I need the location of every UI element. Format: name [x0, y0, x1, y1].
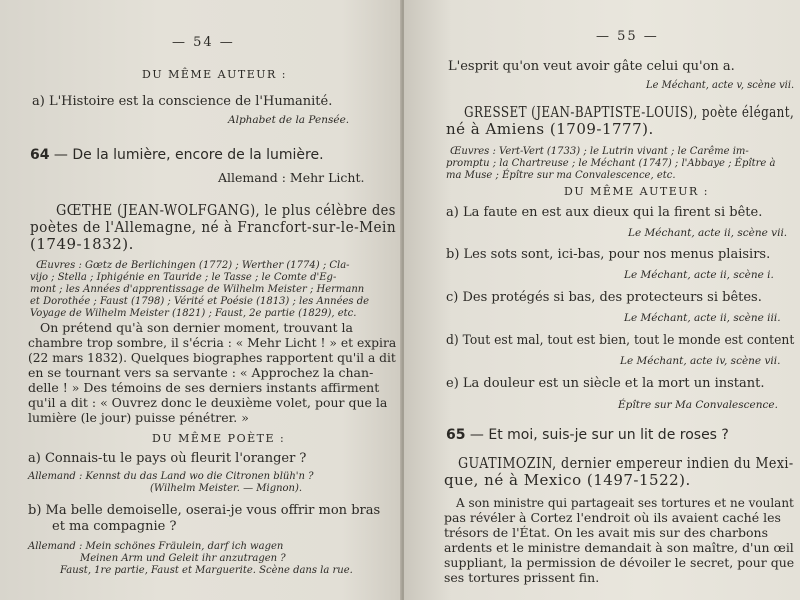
quote-source: Le Méchant, acte ii, scène iii. [624, 312, 781, 324]
story-line: chambre trop sombre, il s'écria : « Mehr Licht ! » et expira [28, 335, 397, 350]
works-line: Voyage de Wilhelm Meister (1821) ; Faust, 2e partie (1829), etc. [30, 308, 357, 319]
quote: a) Connais-tu le pays où fleurit l'oranger ? [28, 451, 307, 466]
quote-german: Allemand : Mein schönes Fräulein, darf ich wagen [28, 541, 284, 552]
works-line: ma Muse ; Épître sur ma Convalescence, etc. [446, 170, 676, 181]
story-line: lumière (le jour) puisse pénétrer. » [28, 410, 249, 425]
quote-source: Alphabet de la Pensée. [228, 114, 350, 126]
quote: b) Les sots sont, ici-bas, pour nos menus plaisirs. [446, 247, 771, 262]
story-line: qu'il a dit : « Ouvrez donc le deuxième volet, pour que la [28, 395, 388, 410]
section-heading: DU MÊME POÈTE : [152, 432, 286, 445]
author-bio-line: poètes de l'Allemagne, né à Francfort-sur-le-Mein [30, 218, 397, 236]
quote: a) L'Histoire est la conscience de l'Humanité. [32, 94, 333, 109]
story-line: ses tortures prissent fin. [444, 570, 600, 585]
quote-source: Le Méchant, acte ii, scène i. [624, 269, 774, 281]
author-bio-line: GŒTHE (JEAN-WOLFGANG), le plus célèbre des [56, 201, 396, 219]
quote: d) Tout est mal, tout est bien, tout le monde est content [446, 333, 795, 348]
quote-german: Allemand : Kennst du das Land wo die Citronen blüh'n ? [28, 471, 314, 482]
story-line: A son ministre qui partageait ses tortures et ne voulant [456, 495, 794, 510]
page-number: — 55 — [596, 29, 659, 44]
entry-title: — Et moi, suis-je sur un lit de roses ? [465, 427, 729, 443]
author-bio-line: GRESSET (JEAN-BAPTISTE-LOUIS), poète élégant, [464, 103, 795, 121]
quote: a) La faute en est aux dieux qui la firent si bête. [446, 205, 763, 220]
story-line: en se tournant vers sa servante : « Approchez la chan- [28, 365, 374, 380]
works-line: Œuvres : Vert-Vert (1733) ; le Lutrin vivant ; le Carême im- [450, 146, 749, 157]
section-heading: DU MÊME AUTEUR : [564, 185, 710, 198]
section-heading: DU MÊME AUTEUR : [142, 68, 288, 81]
quote: et ma compagnie ? [52, 519, 177, 534]
works-line: Œuvres : Gœtz de Berlichingen (1772) ; Werther (1774) ; Cla- [36, 260, 350, 271]
quote-source: Le Méchant, acte ii, scène vii. [628, 227, 788, 239]
works-line: et Dorothée ; Faust (1798) ; Vérité et Poésie (1813) ; les Années de [30, 296, 370, 307]
story-line: trésors de l'État. On les avait mis sur des charbons [444, 525, 769, 540]
quote-german: Meinen Arm und Geleit ihr anzutragen ? [80, 553, 286, 564]
entry-number: 65 [446, 427, 466, 443]
quote: L'esprit qu'on veut avoir gâte celui qu'on a. [448, 59, 735, 74]
author-bio-line: que, né à Mexico (1497-1522). [444, 471, 691, 489]
story-line: delle ! » Des témoins de ses derniers instants affirment [28, 380, 380, 395]
author-bio-line: (1749-1832). [30, 235, 134, 253]
author-bio-line: né à Amiens (1709-1777). [446, 120, 654, 138]
works-line: vijo ; Stella ; Iphigénie en Tauride ; le Tasse ; le Comte d'Eg- [30, 272, 337, 283]
entry-heading [446, 428, 729, 442]
entry-language: Allemand : Mehr Licht. [218, 170, 365, 185]
quote: e) La douleur est un siècle et la mort un instant. [446, 376, 765, 391]
works-line: promptu ; la Chartreuse ; le Méchant (1747) ; l'Abbaye ; Épître à [446, 158, 776, 169]
story-line: pas révéler à Cortez l'endroit où ils avaient caché les [444, 510, 781, 525]
page-number: — 54 — [172, 35, 235, 50]
story-line: suppliant, la permission de dévoiler le secret, pour que [444, 555, 795, 570]
entry-number: 64 [30, 147, 50, 163]
author-bio-line: GUATIMOZIN, dernier empereur indien du Mexi- [458, 454, 794, 472]
story-line: (22 mars 1832). Quelques biographes rapportent qu'il a dit [28, 350, 396, 365]
entry-heading [30, 148, 324, 162]
quote-source: Le Méchant, acte iv, scène vii. [620, 355, 781, 367]
entry-title: — De la lumière, encore de la lumière. [49, 147, 324, 163]
story-line: ardents et le ministre demandait à son maître, d'un œil [444, 540, 794, 555]
quote-source: (Wilhelm Meister. — Mignon). [150, 483, 303, 494]
story-line: On prétend qu'à son dernier moment, trouvant la [40, 320, 353, 335]
quote-source: Faust, 1re partie, Faust et Marguerite. Scène dans la rue. [60, 565, 353, 576]
right-page [404, 0, 800, 600]
quote-source: Épître sur Ma Convalescence. [618, 399, 778, 411]
quote: b) Ma belle demoiselle, oserai-je vous offrir mon bras [28, 503, 381, 518]
works-line: mont ; les Années d'apprentissage de Wilhelm Meister ; Hermann [30, 284, 365, 295]
quote-source: Le Méchant, acte v, scène vii. [646, 79, 795, 91]
quote: c) Des protégés si bas, des protecteurs si bêtes. [446, 290, 762, 305]
